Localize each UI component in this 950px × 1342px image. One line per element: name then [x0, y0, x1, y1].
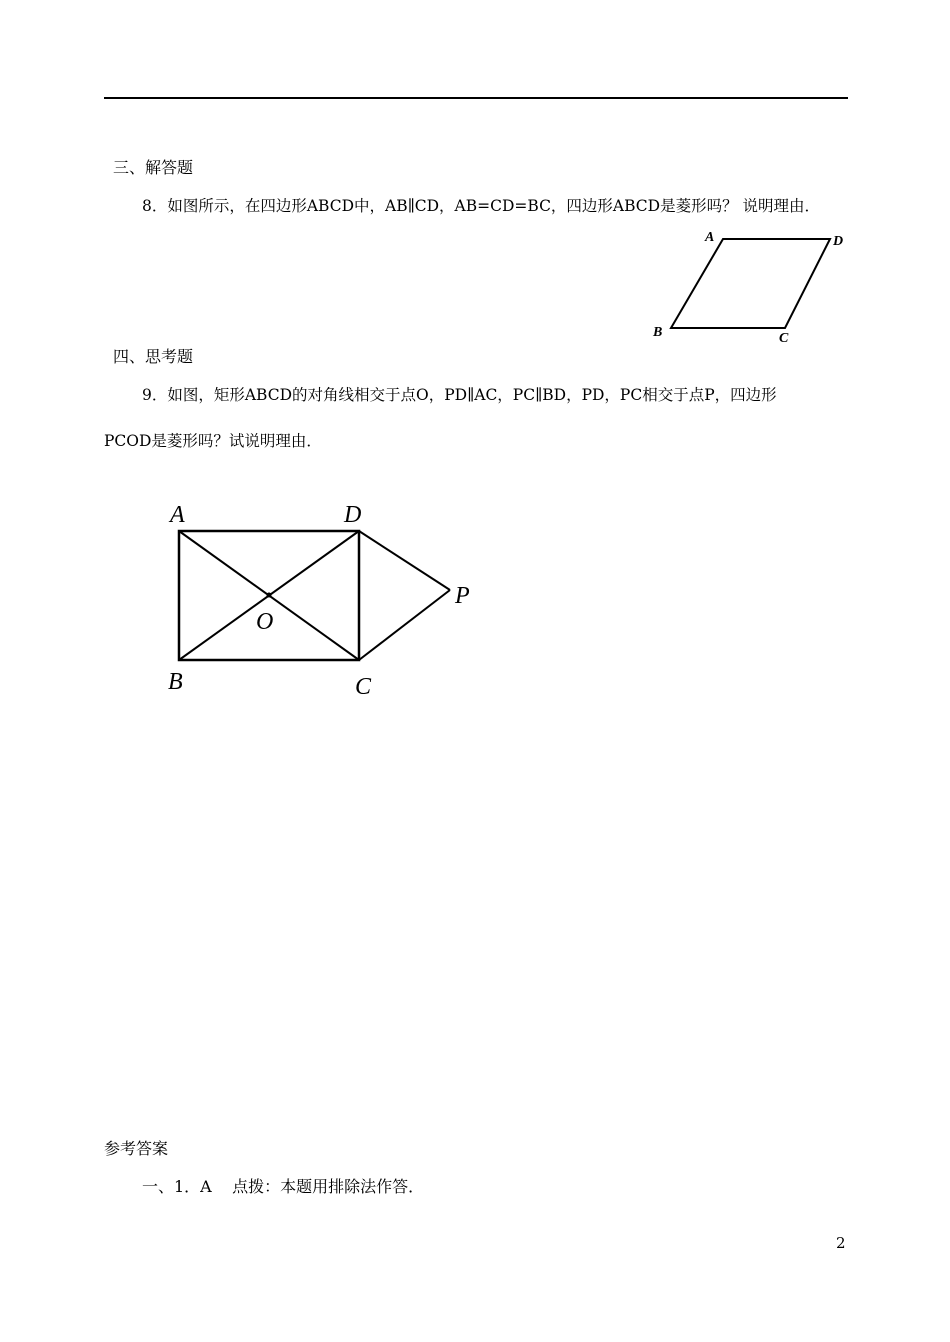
- label-C: C: [779, 331, 789, 345]
- label-P: P: [455, 583, 470, 609]
- figure-rectangle-pcod: [160, 495, 490, 705]
- segment-dp: [359, 531, 450, 590]
- question-8: 8．如图所示，在四边形ABCD中，AB∥CD，AB=CD=BC，四边形ABCD是菱形吗？ 说明理由．: [142, 197, 821, 215]
- question-9-line-1: 9．如图，矩形ABCD的对角线相交于点O，PD∥AC，PC∥BD，PD，PC相交于点P，四边形: [142, 386, 777, 404]
- figure-rhombus-abcd: [645, 225, 865, 345]
- point-o: [267, 593, 272, 598]
- page-number: 2: [836, 1234, 846, 1252]
- answer-line-1: 一、1．A 点拨：本题用排除法作答．: [142, 1177, 425, 1196]
- label-A: A: [705, 230, 715, 245]
- label-D: D: [344, 502, 362, 528]
- label-O: O: [256, 609, 274, 635]
- label-D: D: [833, 234, 844, 249]
- header-rule: [104, 97, 848, 99]
- rhombus-outline: [671, 239, 830, 328]
- label-A: A: [170, 502, 185, 528]
- section-heading-3: 三、解答题: [113, 158, 194, 177]
- section-heading-4: 四、思考题: [113, 347, 194, 366]
- label-C: C: [355, 674, 372, 700]
- label-B: B: [653, 325, 663, 340]
- question-9-line-2: PCOD是菱形吗？试说明理由．: [104, 432, 322, 450]
- label-B: B: [168, 669, 183, 695]
- segment-cp: [359, 590, 450, 660]
- answers-heading: 参考答案: [104, 1139, 169, 1158]
